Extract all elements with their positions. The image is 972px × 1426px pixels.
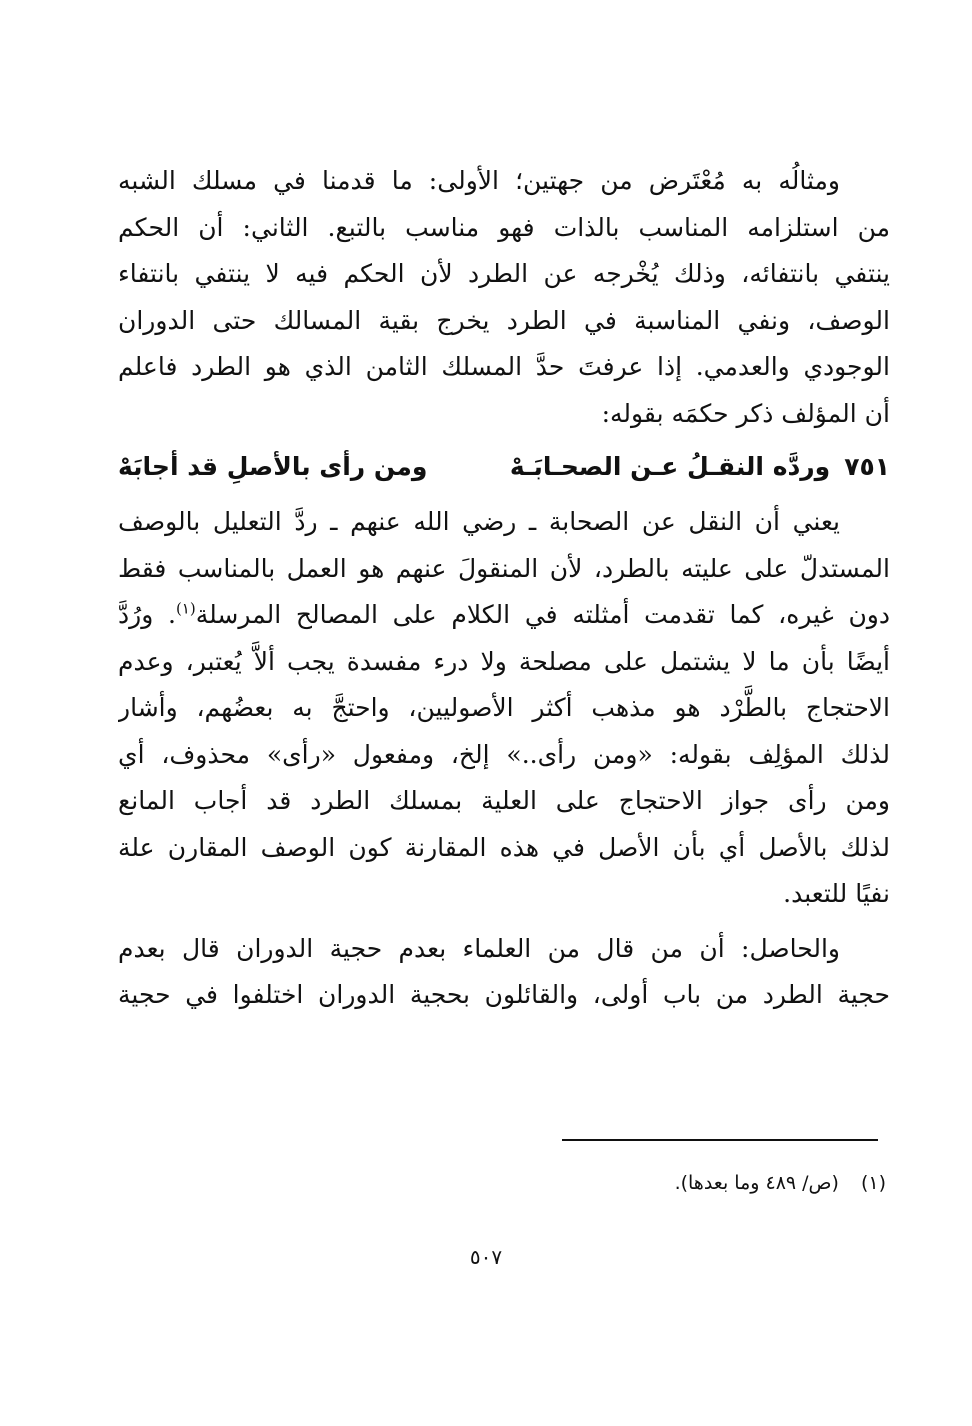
text-line: الاحتجاج بالطَّرْد هو مذهب أكثر الأصوليين، واحتجَّ به بعضُهم، وأشار [118, 693, 890, 722]
text-line: أيضًا بأن ما لا يشتمل على مصلحة ولا درء مفسدة يجب ألاَّ يُعتبر، وعدم [118, 646, 890, 676]
text-line: من استلزامه المناسب بالذات فهو مناسب بالتبع. الثاني: أن الحكم [118, 212, 890, 242]
paragraph-1 [118, 158, 890, 437]
text-line: لذلك بالأصل أي بأن الأصل في هذه المقارنة كون الوصف المقارن علة [118, 832, 890, 862]
footnote-reference[interactable]: (١) [175, 599, 196, 618]
footnote [675, 1168, 886, 1198]
text-line: لذلك المؤلِف بقوله: «ومن رأى..» إلخ، ومفعول «رأى» محذوف، أي [118, 739, 890, 769]
text-line: ينتفي بانتفائه، وذلك يُخْرجه عن الطرد لأن الحكم فيه لا ينتفي بانتفاء [118, 259, 890, 288]
text-line: والحاصل: أن من قال من العلماء بعدم حجية الدوران قال بعدم [118, 933, 840, 963]
page-body [118, 158, 890, 1019]
paragraph-2 [118, 499, 890, 918]
text-segment: دون غيره، كما تقدمت أمثلته في الكلام على المصالح المرسلة [195, 600, 890, 629]
text-line-with-footnote [118, 592, 890, 639]
text-line: ومثالُه به مُعْتَرض من جهتين؛ الأولى: ما قدمنا في مسلك الشبه [118, 166, 840, 195]
text-line: حجية الطرد من باب أولى، والقائلون بحجية الدوران اختلفوا في حجية [118, 980, 890, 1009]
text-line: الوجودي والعدمي. إذا عرفتَ حدَّ المسلك الثامن الذي هو الطرد فاعلم [118, 352, 890, 381]
text-line: نفيًا للتعبد. [783, 879, 890, 908]
text-line: المستدلّ على عليته بالطرد، لأن المنقولَ عنهم هو العمل بالمناسب فقط [118, 553, 890, 583]
text-line: الوصف، ونفي المناسبة في الطرد يخرج بقية المسالك حتى الدوران [118, 305, 890, 335]
footnote-number: (١) [860, 1172, 886, 1194]
footnote-text: (ص/ ٤٨٩ وما بعدها). [674, 1172, 839, 1194]
verse-second-hemistich: ومن رأى بالأصلِ قد أجابَهْ [118, 452, 428, 481]
paragraph-3 [118, 926, 890, 1019]
page-number: ٥٠٧ [469, 1245, 503, 1269]
verse-number: ٧٥١ [844, 452, 890, 481]
text-line: ومن رأى جواز الاحتجاج على العلية بمسلك الطرد قد أجاب المانع [118, 786, 890, 815]
verse-first-hemistich: وردَّه النقـلُ عـن الصحـابَـهْ [509, 452, 831, 481]
verse-line [118, 443, 890, 491]
footnote-divider [562, 1139, 878, 1141]
paragraph-gap [118, 918, 890, 926]
text-line: يعني أن النقل عن الصحابة ـ رضي الله عنهم ـ ردَّ التعليل بالوصف [118, 507, 840, 536]
text-line: أن المؤلف ذكر حكمَه بقوله: [601, 398, 890, 428]
text-segment: . ورُدَّ [118, 600, 176, 629]
